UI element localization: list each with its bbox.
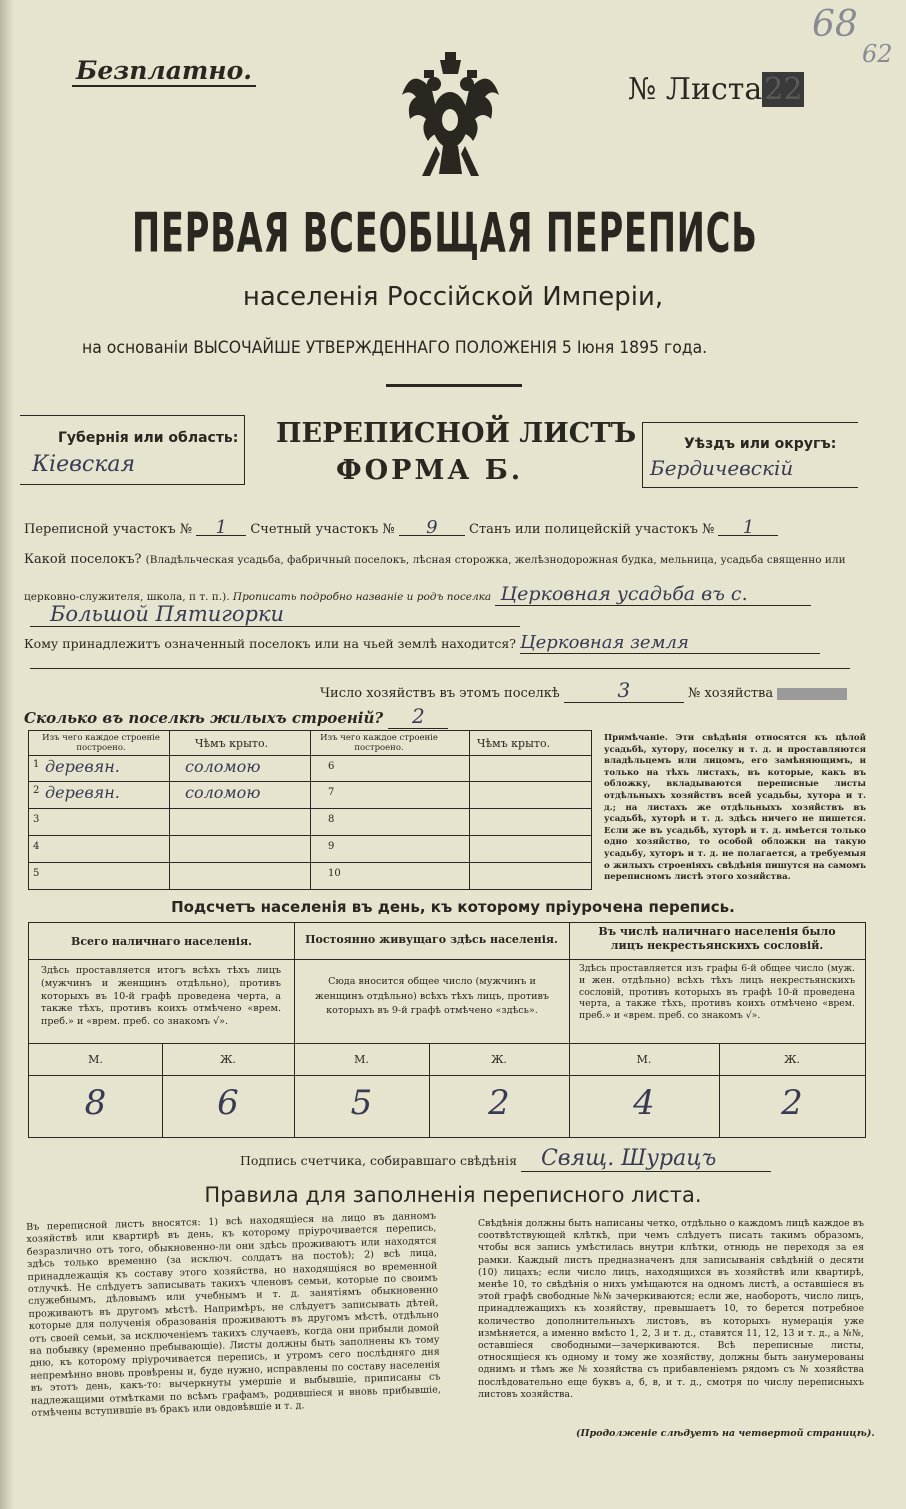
building-row-number: 2 (33, 785, 40, 796)
settlement-hint: (Владѣльческая усадьба, фабричный поселокъ, лѣсная сторожка, желѣзнодорожная будка, мельница, усадьба священно или (145, 554, 846, 566)
households-value: 3 (564, 678, 684, 703)
pop-col2-title: Постоянно живущаго здѣсь населенія. (305, 933, 558, 946)
pop-mf-rule (29, 1043, 865, 1044)
signature-label: Подпись счетчика, собиравшаго свѣдѣнія (240, 1153, 517, 1168)
col-roof-right: Чѣмъ крыто. (477, 737, 551, 750)
building-row-number: 10 (328, 868, 341, 879)
building-material: деревян. (45, 757, 120, 776)
pop-values-rule (29, 1075, 865, 1076)
m-label-3: М. (636, 1053, 652, 1066)
building-row-5 (29, 862, 310, 889)
building-row-9 (310, 835, 591, 863)
census-areas-line (24, 517, 854, 538)
building-row-1 (29, 755, 310, 782)
settlement-hint-2: церковно-служителя, школа, п т. п.). (24, 591, 230, 603)
pop-col3-text: Здѣсь проставляется изъ графы 6-й общее число (муж. и жен. отдѣльно) всѣхъ тѣхъ лицъ некрестьянскихъ сословій, противъ которыхъ въ графѣ 10-й проведена черта, а также тѣхъ, противъ коихъ отмѣчено «врем. преб.» и «врем. преб. со знакомъ √». (579, 963, 855, 1022)
building-row-number: 7 (328, 787, 335, 798)
present-male-value: 8 (84, 1083, 107, 1123)
settlement-value-2: Большой Пятигорки (30, 602, 520, 627)
building-row-10 (310, 862, 591, 889)
rules-right: Свѣдѣнія должны быть написаны четко, отдѣльно о каждомъ лицѣ каждое въ соотвѣтствующей клѣткѣ, при чемъ слѣдуетъ писать такимъ образомъ, чтобы вся запись умѣстилась внутри клѣтки, отнюдь не переходя за ея рамки. Каждый листъ предназначенъ для записыванія свѣдѣній о десяти (10) лицахъ; если число лицъ, находящихся въ хозяйствѣ или квартирѣ, менѣе 10, то свѣдѣнія о нихъ умѣщаются на одномъ листѣ, а оставшіеся въ этой графѣ свободные №№ зачеркиваются; если же, наоборотъ, число лицъ, принадлежащихъ къ хозяйству, превышаетъ 10, то берется потребное количество дополнительныхъ листовъ, въ которыхъ нумерація уже измѣняется, а именно вмѣсто 1, 2, 3 и т. д., ставятся 11, 12, 13 и т. д., а №№, оставшіеся свободными—зачеркиваются. Всѣ переписные листы, относящіеся къ одному и тому же хозяйству, должны быть занумерованы однимъ и тѣмъ же № хозяйства съ прибавленіемъ рядомъ съ № хозяйства послѣдовательно еще буквъ а, б, в, и т. д., смотря по числу переписныхъ листовъ хозяйства. (478, 1218, 864, 1400)
building-row-3 (29, 808, 310, 836)
page-fold-shadow (0, 0, 14, 1509)
building-row-7 (310, 781, 591, 809)
nonpeasant-female-value: 2 (781, 1083, 803, 1123)
f-label-3: Ж. (784, 1053, 800, 1066)
note-block (604, 733, 866, 884)
archive-number-2: 62 (862, 40, 893, 68)
resident-female-value: 2 (488, 1083, 510, 1123)
count-area-value: 9 (399, 520, 465, 536)
note-text: Эти свѣдѣнія относятся къ цѣлой усадьбѣ, хутору, поселку и т. д. и проставляются владѣльцемъ или лицомъ, его замѣняющимъ, и только на тѣхъ листахъ, въ которые, какъ въ обложку, вкладываются переписные листы отдѣльныхъ хозяйствъ всей усадьбы, хутора и т. д.; на листахъ же отдѣльныхъ хозяйствъ въ усадьбѣ, хуторѣ и т. д. здѣсь ничего не пишется. Если же въ усадьбѣ, хуторѣ и т. д. имѣется только одно хозяйство, то особой обложки на такую усадьбу, хуторъ и т. д. не полагается, а требуемыя о жилыхъ строеніяхъ свѣдѣнія пишутся на самомъ переписномъ листѣ этого хозяйства. (604, 733, 867, 883)
archive-number-1: 68 (812, 4, 858, 45)
double-headed-eagle-icon (398, 50, 503, 190)
f-label-2: Ж. (491, 1053, 507, 1066)
stan-value: 1 (718, 520, 778, 536)
legal-basis: на основаніи ВЫСОЧАЙШЕ УТВЕРЖДЕННАГО ПОЛОЖЕНІЯ 5 Іюня 1895 года. (82, 338, 708, 358)
subtitle: населенія Россійской Имперіи, (242, 282, 664, 312)
buildings-table (28, 730, 592, 890)
settlement-instruction: Прописать подробно названіе и родъ поселка (232, 591, 492, 603)
census-area-label: Переписной участокъ № (24, 522, 193, 537)
resident-male-value: 5 (350, 1083, 373, 1123)
pop-col1-title: Всего наличнаго населенія. (71, 935, 252, 948)
signature-value: Свящ. Шурацъ (521, 1146, 771, 1172)
building-row-number: 6 (328, 761, 335, 772)
households-line (320, 678, 860, 703)
building-row-number: 4 (33, 841, 40, 852)
note-label: Примѣчаніе. (604, 733, 668, 743)
building-row-number: 8 (328, 814, 335, 825)
building-row-number: 3 (33, 814, 40, 825)
form-title: ФОРМА Б. (336, 455, 524, 486)
building-row-number: 5 (33, 868, 40, 879)
owner-continuation-rule (30, 668, 850, 669)
sheet-title: ПЕРЕПИСНОЙ ЛИСТЪ (276, 418, 637, 449)
m-label-1: М. (88, 1053, 103, 1066)
present-female-value: 6 (217, 1083, 239, 1123)
signature-line (240, 1146, 771, 1172)
buildings-value: 2 (388, 704, 448, 729)
count-area-label: Счетный участокъ № (250, 522, 395, 537)
rules-heading: Правила для заполненія переписного листа. (204, 1183, 702, 1207)
pop-col3-title: Въ числѣ наличнаго населенія было лицъ некрестьянскихъ сословій. (598, 925, 836, 952)
col-material-right: Изъ чего каждое строеніе построено. (320, 733, 438, 753)
building-roof: соломою (185, 757, 261, 776)
settlement-value: Церковная усадьба въ с. (495, 583, 811, 606)
building-row-8 (310, 808, 591, 836)
pop-col1-text: Здѣсь проставляется итогъ всѣхъ тѣхъ лицъ (мужчинъ и женщинъ отдѣльно), противъ которыхъ въ 10-й графѣ проведена черта, а также тѣхъ, противъ коихъ отмѣчено «врем. преб.» и «врем. преб. со знакомъ √». (41, 965, 281, 1028)
household-no-label: № хозяйства (688, 686, 774, 701)
owner-value: Церковная земля (520, 632, 820, 654)
building-row-4 (29, 835, 310, 863)
m-label-2: М. (354, 1053, 369, 1066)
building-material: деревян. (45, 783, 120, 802)
building-row-2 (29, 781, 310, 809)
f-label-1: Ж. (220, 1053, 236, 1066)
buildings-line (24, 704, 448, 729)
sheet-number-value: 22 (764, 72, 803, 107)
free-label: Безплатно. (72, 56, 256, 87)
uezd-value: Бердичевскiй (650, 456, 794, 480)
main-title: ПЕРВАЯ ВСЕОБЩАЯ ПЕРЕПИСЬ (132, 203, 758, 266)
col-roof-left: Чѣмъ крыто. (195, 737, 269, 750)
settlement-line (24, 552, 874, 567)
stan-label: Станъ или полицейскій участокъ № (469, 522, 715, 537)
settlement-label: Какой поселокъ? (24, 552, 142, 567)
uezd-label: Уѣздъ или округъ: (684, 436, 837, 452)
rules-left: Въ переписной листъ вносятся: 1) всѣ находящіеся на лицо въ данномъ хозяйствѣ или квартирѣ въ день, къ которому пріурочивается перепись, безразлично отъ того, обыкновенно-ли они здѣсь проживаютъ или находятся здѣсь только временно (за исключ. солдатъ на постоѣ); 2) всѣ лица, принадлежащія къ составу этого хозяйства, но находящіяся во временной отлучкѣ. Не слѣдуетъ записывать такихъ членовъ семьи, которые по своимъ служебнымъ, дѣловымъ или учебнымъ и т. д. занятіямъ обыкновенно проживаютъ въ другомъ мѣстѣ. Напримѣръ, не слѣдуетъ записывать дѣтей, которые для полученія образованія проживаютъ въ другомъ мѣстѣ, отдѣльно отъ своей семьи, за исключеніемъ такихъ случаевъ, когда они прибыли домой на побывку (временно пребывающіе). Листы должны быть заполнены къ тому дню, къ которому пріурочивается перепись, и утромъ сего послѣдняго дня непремѣнно вновь провѣрены и, буде нужно, исправлены по составу населенія въ этотъ день, какъ-то: вычеркнуты умершіе и выбывшіе, приписаны съ надлежащими отмѣтками по всѣмъ графамъ, родившіеся и вновь прибывшіе, отмѣчены вступившіе въ бракъ или овдовѣвшіе и т. д. (26, 1210, 441, 1420)
rules-continued: (Продолженіе слѣдуетъ на четвертой страницѣ). (576, 1428, 875, 1439)
building-row-number: 1 (33, 759, 40, 770)
population-table (28, 922, 866, 1138)
sheet-number-label: № Листа (628, 72, 763, 107)
col-material-left: Изъ чего каждое строеніе построено. (42, 733, 160, 753)
building-row-6 (310, 755, 591, 782)
title-rule (386, 384, 522, 387)
building-roof: соломою (185, 783, 261, 802)
population-heading: Подсчетъ населенія въ день, къ которому пріурочена перепись. (171, 898, 735, 916)
gubernia-label: Губернія или область: (58, 430, 239, 446)
household-no-value (777, 688, 847, 700)
owner-line (24, 632, 864, 654)
imperial-eagle-emblem (398, 50, 503, 190)
buildings-label: Сколько въ поселкѣ жилыхъ строеній? (24, 709, 384, 727)
sheet-number (628, 72, 804, 107)
gubernia-value: Кiевская (32, 452, 136, 477)
pop-col2-text: Сюда вносится общее число (мужчинъ и женщинъ отдѣльно) всѣхъ тѣхъ лицъ, противъ которыхъ въ 9-й графѣ отмѣчено «здѣсь». (315, 976, 549, 1016)
owner-label: Кому принадлежитъ означенный поселокъ или на чьей землѣ находится? (24, 636, 516, 651)
census-area-value: 1 (196, 520, 246, 536)
nonpeasant-male-value: 4 (633, 1083, 655, 1123)
building-row-number: 9 (328, 841, 335, 852)
households-label: Число хозяйствъ въ этомъ поселкѣ (320, 686, 560, 701)
pop-title-rule (29, 959, 865, 960)
